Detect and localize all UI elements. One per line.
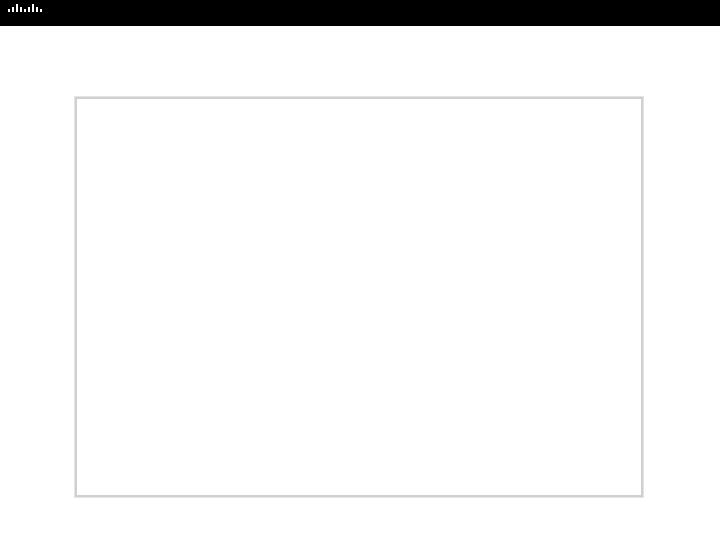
cisco-logo-bars [8, 4, 42, 12]
cisco-logo [8, 4, 42, 22]
header-photo-strip [408, 0, 720, 26]
terminal-output-panel [75, 97, 643, 497]
header-bar [0, 0, 720, 26]
